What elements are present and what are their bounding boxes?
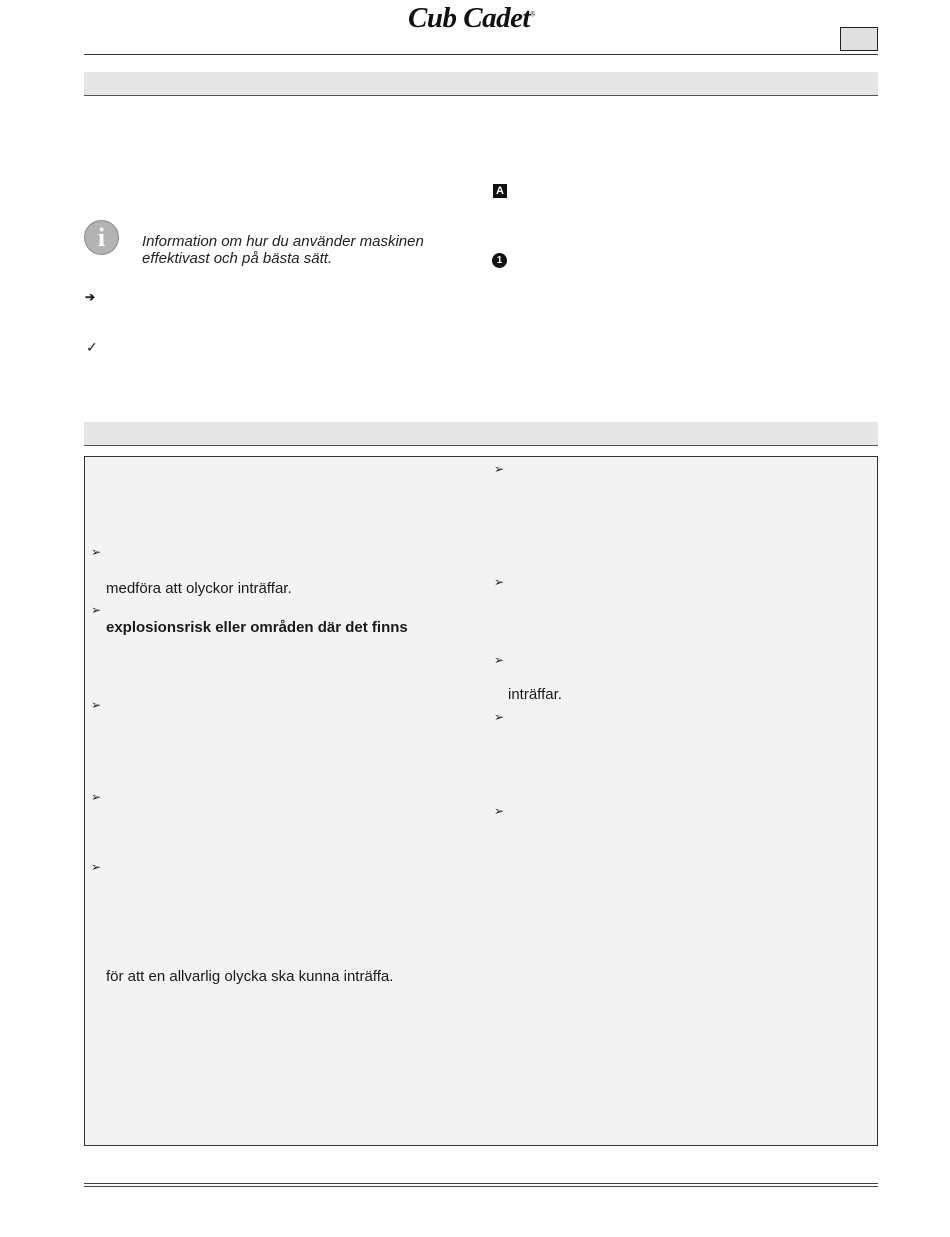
bullet-arrow-icon: ➢ [91, 603, 102, 617]
bullet-arrow-icon: ➢ [494, 575, 505, 589]
bullet-arrow-icon: ➢ [494, 804, 505, 818]
bullet-arrow-icon: ➢ [91, 698, 102, 712]
info-icon: i [84, 220, 119, 255]
header-rule [84, 54, 878, 55]
bullet-arrow-icon: ➢ [91, 790, 102, 804]
safety-instructions-panel [84, 456, 878, 1146]
language-tab-box [840, 27, 878, 51]
right-bullet-3-text: inträffar. [508, 686, 562, 703]
bullet-arrow-icon: ➢ [494, 653, 505, 667]
arrow-right-icon: ➔ [85, 290, 96, 304]
section-header-band-1 [84, 72, 878, 96]
bullet-arrow-icon: ➢ [91, 545, 102, 559]
left-bullet-1-text: medföra att olyckor inträffar. [106, 580, 292, 597]
left-bullet-2-text: explosionsrisk eller områden där det finns [106, 619, 408, 636]
info-note-text: Information om hur du använder maskinen effektivast och på bästa sätt. [142, 233, 424, 267]
footer-rule [84, 1186, 878, 1187]
footer-rule [84, 1183, 878, 1184]
bullet-arrow-icon: ➢ [91, 860, 102, 874]
logo-text: Cub Cadet [408, 2, 530, 34]
left-bullet-5-text: för att en allvarlig olycka ska kunna inträffa. [106, 968, 394, 985]
cub-cadet-logo [408, 2, 578, 36]
registered-mark: ® [530, 10, 535, 19]
figure-number-marker: 1 [492, 253, 507, 268]
checkmark-icon: ✓ [86, 339, 98, 355]
figure-letter-marker: A [493, 184, 507, 198]
bullet-arrow-icon: ➢ [494, 462, 505, 476]
section-header-band-2 [84, 422, 878, 446]
bullet-arrow-icon: ➢ [494, 710, 505, 724]
